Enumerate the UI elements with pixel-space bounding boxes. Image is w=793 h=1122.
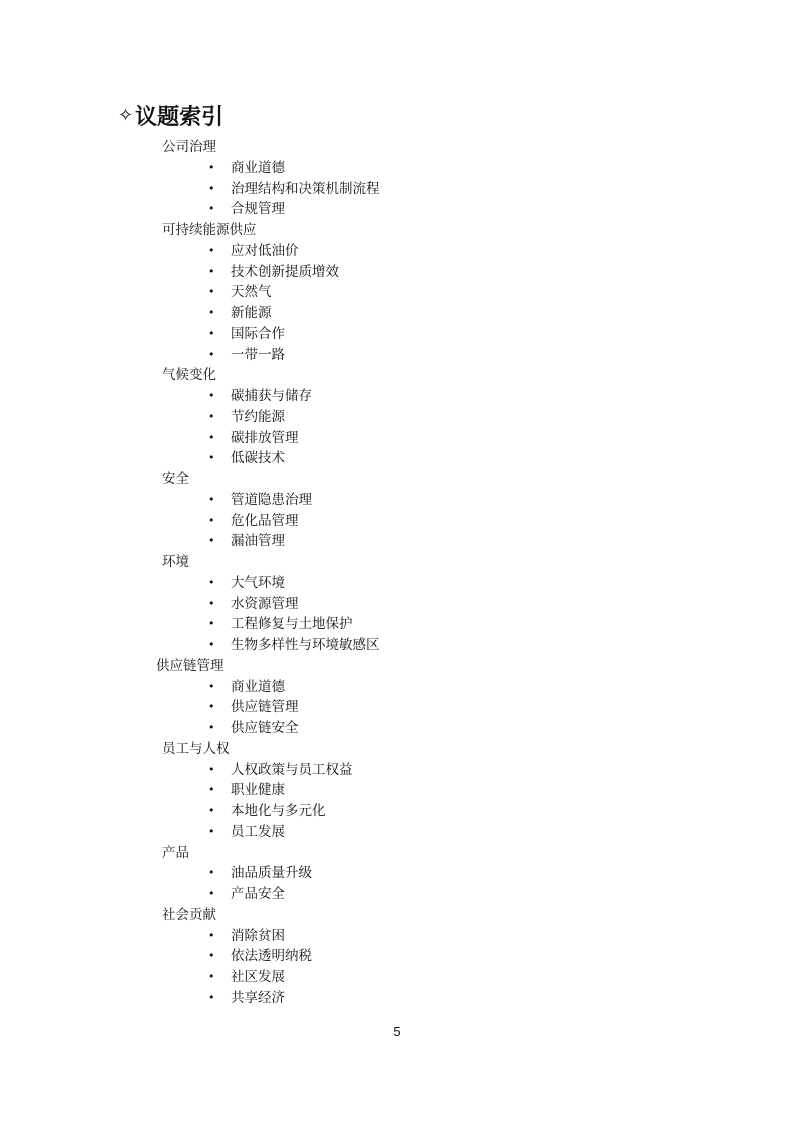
index-category-group	[0, 552, 793, 656]
topic-label: 水资源管理	[231, 595, 299, 612]
topic-list-item	[0, 324, 793, 345]
topic-list-item	[0, 282, 793, 303]
bullet-icon: •	[208, 389, 215, 402]
topic-list-item	[0, 760, 793, 781]
category-heading: 气候变化	[162, 367, 216, 384]
topic-label: 油品质量升级	[231, 865, 312, 882]
bullet-icon: •	[208, 700, 215, 714]
topic-label: 职业健康	[231, 782, 285, 799]
topic-list-item	[0, 697, 793, 718]
bullet-icon: •	[208, 804, 215, 817]
topic-list	[0, 241, 793, 366]
topic-label: 人权政策与员工权益	[231, 761, 353, 778]
bullet-icon: •	[208, 638, 215, 651]
topic-label: 合规管理	[231, 201, 285, 218]
bullet-icon: •	[208, 202, 215, 216]
diamond-bullet-icon: ✧	[118, 105, 134, 126]
topic-label: 产品安全	[231, 886, 285, 902]
topic-list	[0, 863, 793, 905]
bullet-icon: •	[208, 534, 215, 548]
category-heading: 产品	[162, 844, 189, 861]
bullet-icon: •	[208, 264, 215, 278]
topic-list	[0, 760, 793, 843]
topic-label: 商业道德	[231, 678, 285, 695]
index-category-group	[0, 220, 793, 365]
topic-list-item	[0, 967, 793, 988]
topic-list-item	[0, 262, 793, 283]
topic-list	[0, 926, 793, 1009]
topic-label: 漏油管理	[231, 533, 285, 550]
category-heading: 社会贡献	[162, 906, 216, 923]
topic-label: 危化品管理	[231, 512, 299, 529]
category-heading: 公司治理	[162, 139, 216, 155]
index-category-group	[0, 739, 793, 843]
topic-label: 治理结构和决策机制流程	[231, 180, 380, 197]
topic-label: 消除贫困	[231, 927, 285, 944]
topic-label: 应对低油价	[231, 242, 299, 259]
topic-list-item	[0, 386, 793, 407]
topic-list	[0, 573, 793, 656]
topic-index	[0, 137, 793, 1009]
bullet-icon: •	[208, 451, 215, 465]
topic-list-item	[0, 801, 793, 822]
topic-list-item	[0, 345, 793, 366]
bullet-icon: •	[208, 160, 215, 174]
section-title-text: 议题索引	[135, 105, 224, 130]
topic-label: 社区发展	[231, 969, 285, 985]
topic-label: 依法透明纳税	[231, 948, 312, 965]
topic-list-item	[0, 303, 793, 324]
topic-list	[0, 677, 793, 739]
topic-list-item	[0, 884, 793, 905]
topic-label: 管道隐患治理	[231, 491, 312, 508]
page-number: 5	[393, 1024, 401, 1039]
topic-list-item	[0, 635, 793, 656]
topic-label: 一带一路	[231, 346, 285, 363]
topic-list-item	[0, 490, 793, 511]
section-title	[118, 100, 223, 131]
bullet-icon: •	[208, 949, 215, 963]
bullet-icon: •	[208, 513, 215, 527]
bullet-icon: •	[208, 762, 215, 776]
category-heading: 环境	[162, 554, 189, 570]
bullet-icon: •	[208, 430, 215, 444]
topic-list	[0, 158, 793, 220]
bullet-icon: •	[208, 492, 215, 506]
topic-label: 员工发展	[231, 823, 285, 840]
bullet-icon: •	[208, 679, 215, 693]
topic-list-item	[0, 718, 793, 739]
topic-label: 碳排放管理	[231, 429, 299, 446]
index-category-group	[0, 365, 793, 469]
topic-label: 新能源	[231, 305, 272, 321]
bullet-icon: •	[208, 347, 215, 361]
topic-list-item	[0, 511, 793, 532]
bullet-icon: •	[208, 575, 215, 589]
topic-list-item	[0, 780, 793, 801]
topic-list-item	[0, 677, 793, 698]
topic-list-item	[0, 863, 793, 884]
topic-label: 节约能源	[231, 408, 285, 425]
topic-list-item	[0, 946, 793, 967]
bullet-icon: •	[208, 243, 215, 257]
topic-label: 生物多样性与环境敏感区	[231, 637, 380, 653]
topic-list-item	[0, 594, 793, 615]
bullet-icon: •	[208, 285, 215, 299]
bullet-icon: •	[208, 866, 215, 880]
bullet-icon: •	[208, 928, 215, 942]
bullet-icon: •	[208, 181, 215, 195]
topic-label: 低碳技术	[231, 450, 285, 467]
topic-list-item	[0, 179, 793, 200]
topic-list-item	[0, 158, 793, 179]
topic-label: 供应链安全	[231, 720, 299, 736]
index-category-group	[0, 843, 793, 905]
topic-label: 技术创新提质增效	[231, 263, 339, 280]
topic-label: 碳捕获与储存	[231, 388, 312, 404]
topic-list-item	[0, 199, 793, 220]
topic-label: 国际合作	[231, 325, 285, 342]
topic-label: 天然气	[231, 284, 272, 301]
topic-label: 大气环境	[231, 574, 285, 591]
index-category-group	[0, 469, 793, 552]
topic-list-item	[0, 614, 793, 635]
bullet-icon: •	[208, 617, 215, 631]
bullet-icon: •	[208, 783, 215, 797]
topic-list-item	[0, 241, 793, 262]
index-category-group	[0, 656, 793, 739]
topic-list-item	[0, 988, 793, 1009]
bullet-icon: •	[208, 970, 215, 983]
category-heading: 可持续能源供应	[162, 222, 257, 238]
bullet-icon: •	[208, 596, 215, 610]
bullet-icon: •	[208, 306, 215, 319]
topic-list-item	[0, 407, 793, 428]
topic-list-item	[0, 926, 793, 947]
category-heading: 安全	[162, 471, 189, 487]
bullet-icon: •	[208, 409, 215, 423]
topic-list	[0, 490, 793, 552]
topic-list-item	[0, 448, 793, 469]
topic-label: 本地化与多元化	[231, 803, 326, 819]
topic-list-item	[0, 428, 793, 449]
topic-list-item	[0, 822, 793, 843]
bullet-icon: •	[208, 824, 215, 838]
bullet-icon: •	[208, 887, 215, 900]
topic-label: 供应链管理	[231, 699, 299, 716]
bullet-icon: •	[208, 326, 215, 340]
index-category-group	[0, 137, 793, 220]
topic-label: 共享经济	[231, 989, 285, 1006]
topic-label: 商业道德	[231, 159, 285, 176]
topic-list-item	[0, 531, 793, 552]
bullet-icon: •	[208, 721, 215, 734]
category-heading: 供应链管理	[156, 657, 224, 674]
topic-list	[0, 386, 793, 469]
topic-list-item	[0, 573, 793, 594]
bullet-icon: •	[208, 990, 215, 1004]
topic-label: 工程修复与土地保护	[231, 616, 353, 633]
index-category-group	[0, 905, 793, 1009]
category-heading: 员工与人权	[162, 740, 230, 757]
